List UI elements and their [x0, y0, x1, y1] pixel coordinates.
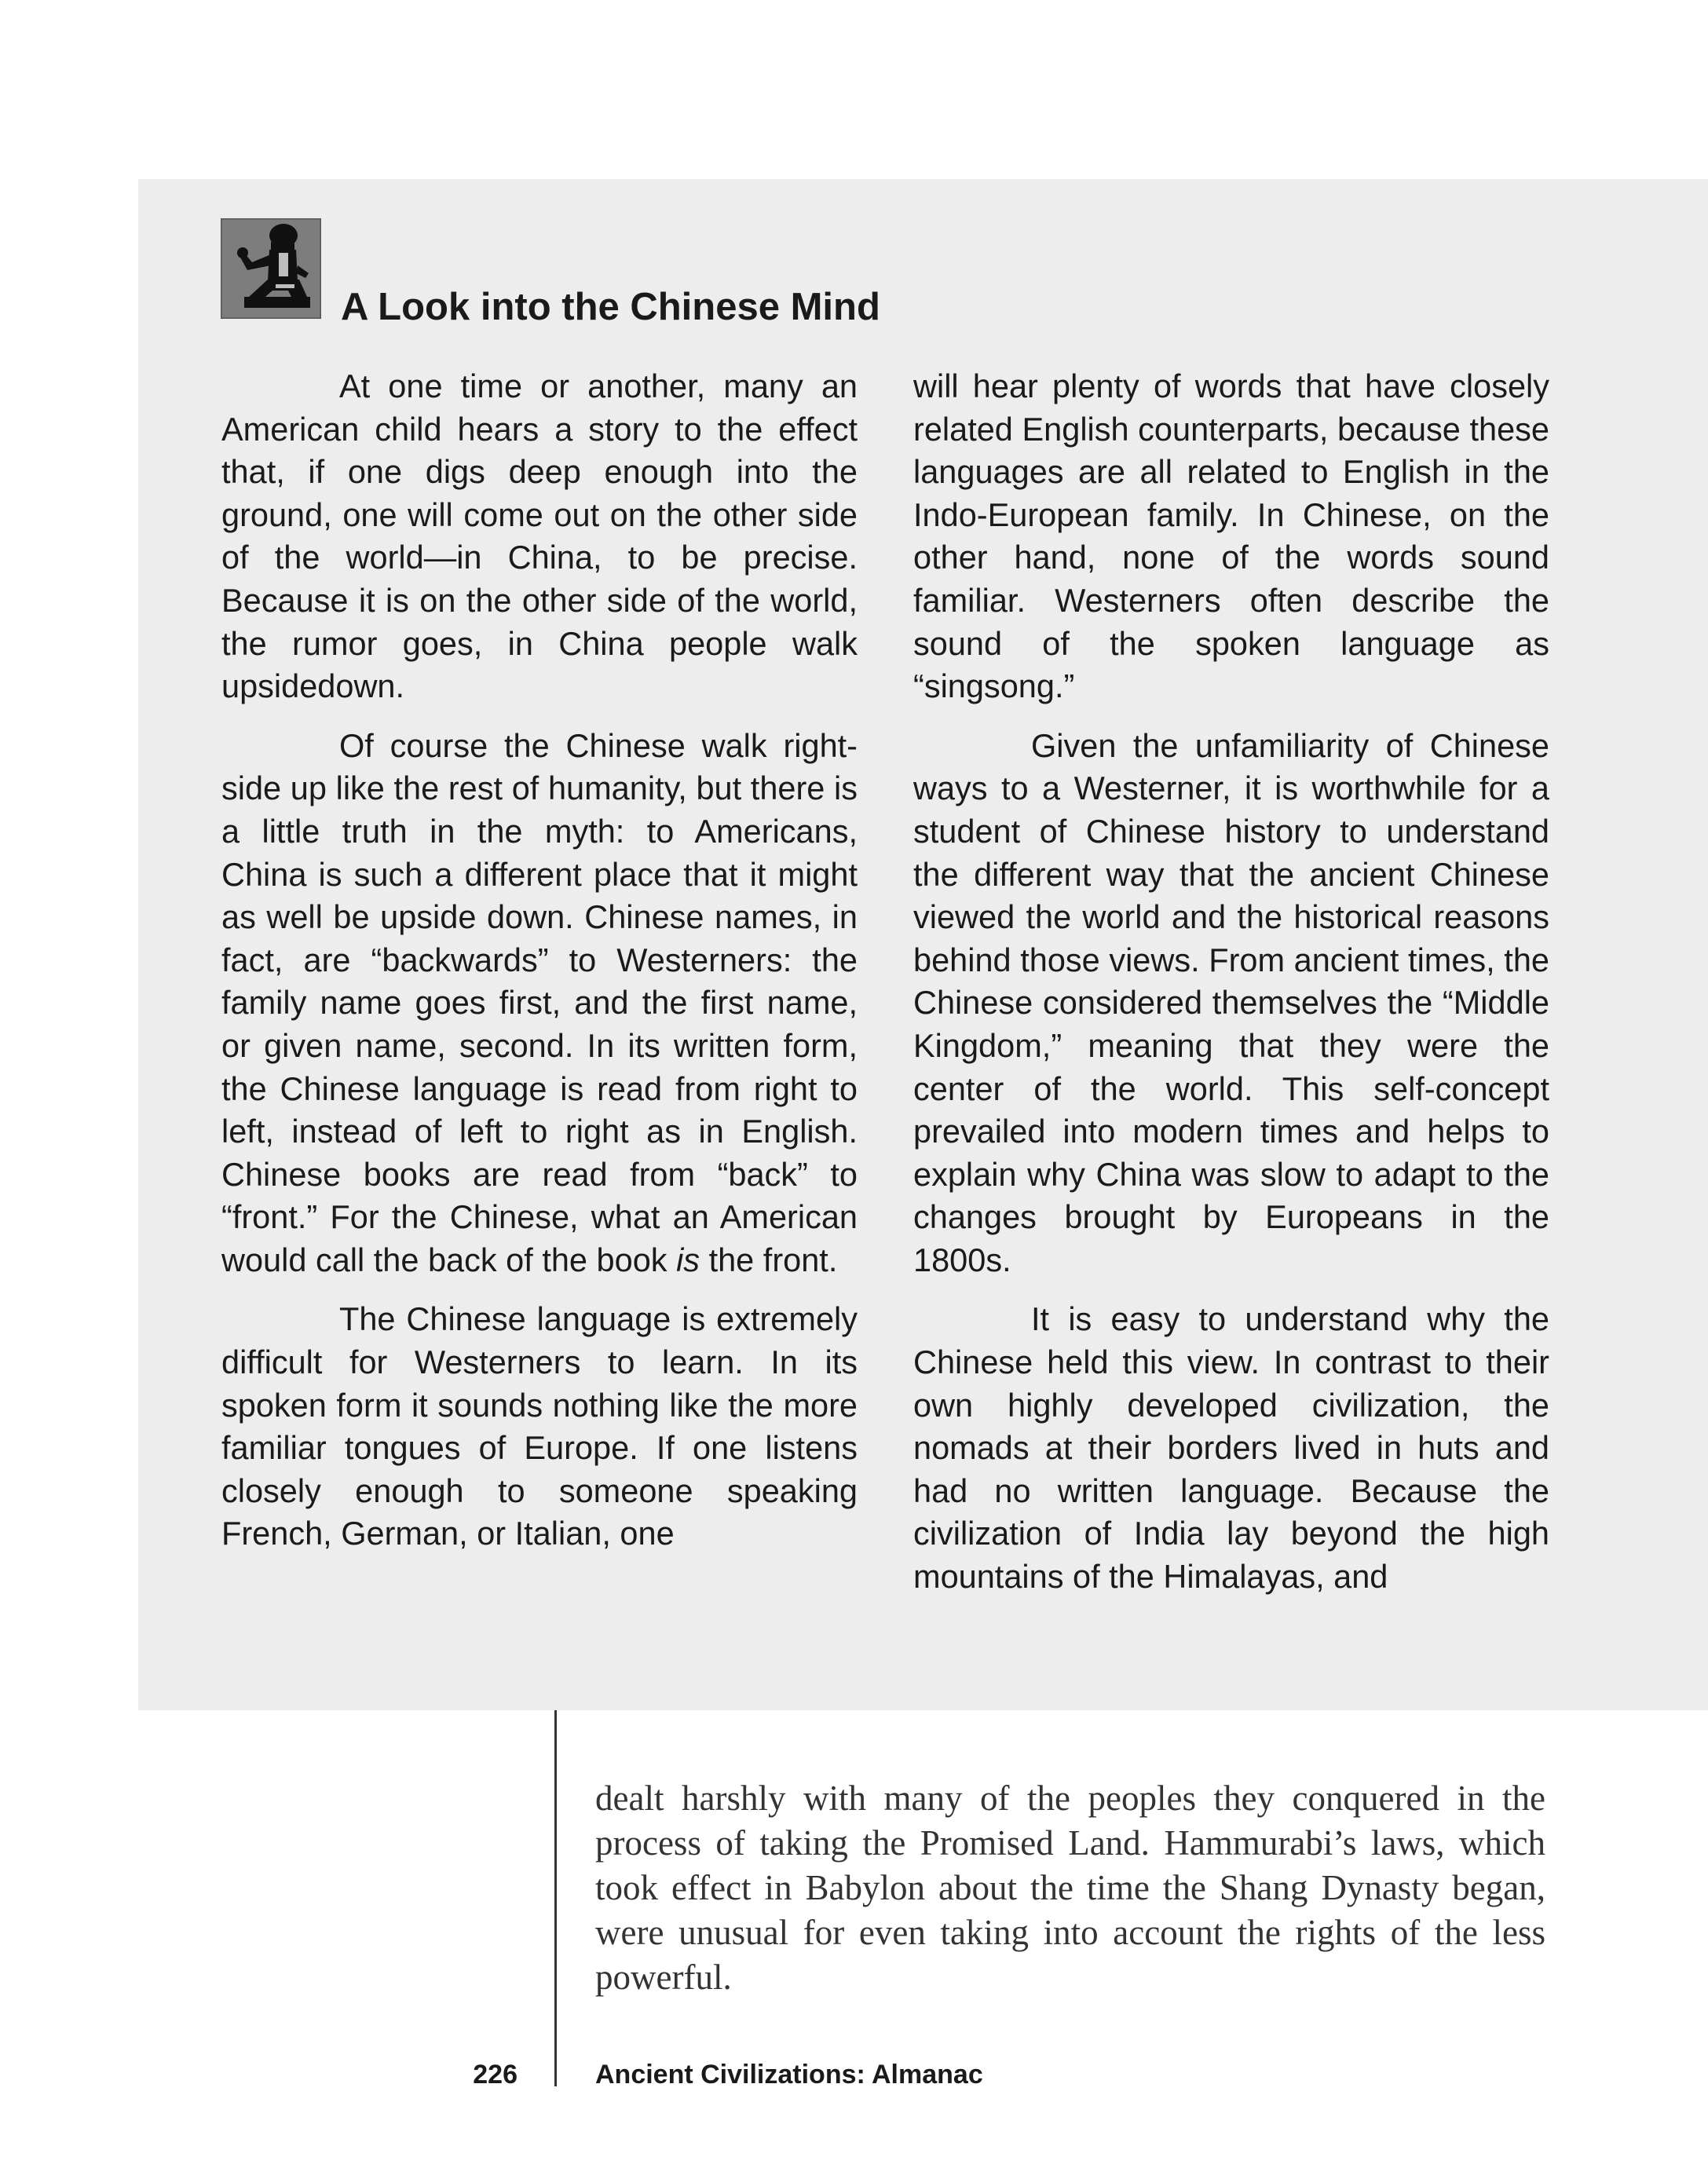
sidebar-left-column [221, 365, 858, 1572]
sidebar-paragraph: It is easy to understand why the Chinese held this view. In contrast to their own highly developed civilization, the nomads at their borders lived in huts and had no written language. Because the civilization of India lay beyond the high mountains of the Himalayas, and [913, 1300, 1549, 1596]
sidebar-paragraph-text: Of course the Chinese walk right-side up like the rest of humanity, but there is a little truth in the myth: to Americans, China is such a different place that it might as well be upside down. Chinese names, in fact, are “backwards” to Westerners: the family name goes first, and the first name, or given name, second. In its written form, the Chinese language is read from right to left, instead of left to right as in English. Chinese books are read from “back” to “front.” For the Chinese, what an American would call the back of the book [221, 726, 858, 1278]
running-title: Ancient Civilizations: Almanac [595, 2060, 983, 2089]
sidebar-paragraph: At one time or another, many an American child hears a story to the effect that, if one digs deep enough into the ground, one will come out on the other side of the world—in China, to be precise. Because it is on the other side of the world, the rumor goes, in China people walk upsidedown. [221, 367, 858, 705]
sidebar-paragraph: The Chinese language is extremely difficult for Westerners to learn. In its spoken form it sounds nothing like the more familiar tongues of Europe. If one listens closely enough to someone speaking French, German, or Italian, one [221, 1300, 858, 1552]
sidebar-title: A Look into the Chinese Mind [341, 286, 880, 328]
sidebar-paragraph-text: the front. [700, 1241, 838, 1278]
body-paragraph: dealt harshly with many of the peoples they conquered in the process of taking the Promised Land. Hammurabi’s laws, which took effect in Babylon about the time the Shang Dynasty began, were unusual for even taking into account the rights of the less powerful. [595, 1779, 1545, 1997]
seated-figure-icon [221, 218, 321, 319]
sidebar-right-column [913, 365, 1549, 1615]
italic-emphasis: is [676, 1241, 700, 1278]
margin-rule [554, 1710, 557, 2086]
sidebar-paragraph: will hear plenty of words that have closely related English counterparts, because these languages are all related to English in the Indo-European family. In Chinese, on the other hand, none of the words sound familiar. Westerners often describe the sound of the spoken language as “singsong.” [913, 367, 1549, 705]
sidebar-paragraph: Given the unfamiliarity of Chinese ways to a Westerner, it is worthwhile for a student of Chinese history to understand the different way that the ancient Chinese viewed the world and the historical reasons behind those views. From ancient times, the Chinese considered themselves the “Middle Kingdom,” meaning that they were the center of the world. This self-concept prevailed into modern times and helps to explain why China was slow to adapt to the changes brought by Europeans in the 1800s. [913, 726, 1549, 1278]
page-number: 226 [473, 2060, 518, 2089]
sidebar-paragraph [221, 725, 858, 1282]
